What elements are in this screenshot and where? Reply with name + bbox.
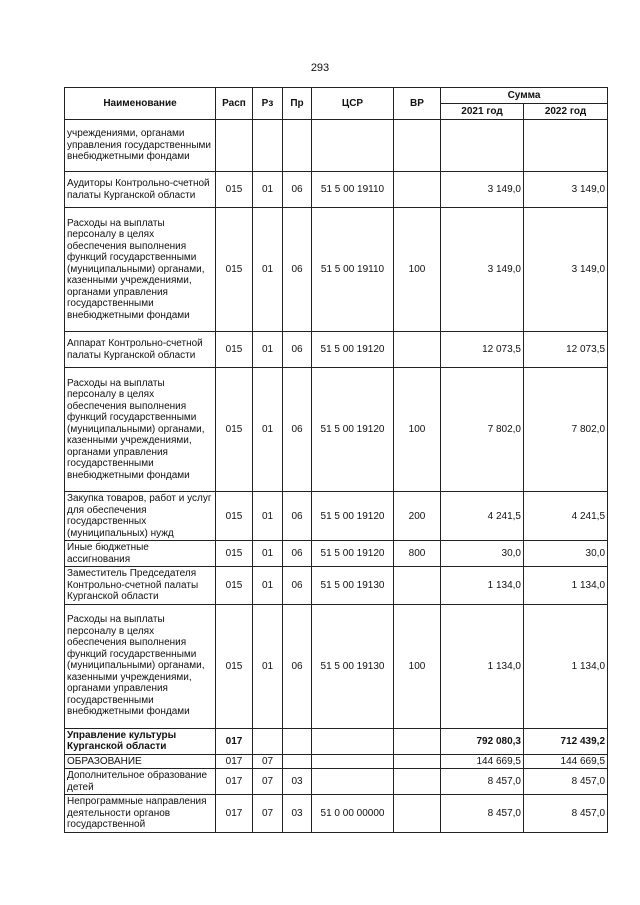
table-row bbox=[65, 120, 608, 172]
cell-csr: 51 5 00 19120 bbox=[312, 541, 394, 567]
cell-rasp: 015 bbox=[216, 492, 253, 541]
header-2021: 2021 год bbox=[441, 104, 524, 120]
cell-name: Расходы на выплаты персоналу в целях обеспечения выполнения функций государственными (муниципальными) органами, казенными учреждениями, органами управления государственными внебюджетными фондами bbox=[65, 604, 216, 728]
cell-rz: 01 bbox=[253, 332, 283, 368]
cell-name: Заместитель Председателя Контрольно-счетной палаты Курганской области bbox=[65, 567, 216, 605]
cell-rasp: 015 bbox=[216, 541, 253, 567]
cell-name: Иные бюджетные ассигнования bbox=[65, 541, 216, 567]
cell-vr bbox=[394, 795, 441, 833]
cell-csr: 51 5 00 19130 bbox=[312, 567, 394, 605]
cell-pr: 06 bbox=[283, 604, 312, 728]
table-row bbox=[65, 541, 608, 567]
table-row bbox=[65, 728, 608, 754]
cell-pr: 03 bbox=[283, 769, 312, 795]
cell-2022: 144 669,5 bbox=[524, 754, 608, 769]
cell-pr: 06 bbox=[283, 172, 312, 208]
header-rasp: Расп bbox=[216, 88, 253, 120]
cell-pr: 06 bbox=[283, 541, 312, 567]
cell-rasp: 017 bbox=[216, 795, 253, 833]
cell-csr: 51 5 00 19110 bbox=[312, 208, 394, 332]
cell-2021: 3 149,0 bbox=[441, 172, 524, 208]
cell-csr bbox=[312, 120, 394, 172]
cell-rasp: 017 bbox=[216, 728, 253, 754]
cell-rz: 01 bbox=[253, 604, 283, 728]
cell-2021: 1 134,0 bbox=[441, 604, 524, 728]
cell-name: Аудиторы Контрольно-счетной палаты Курганской области bbox=[65, 172, 216, 208]
cell-rasp: 015 bbox=[216, 332, 253, 368]
table-row bbox=[65, 172, 608, 208]
cell-rasp: 015 bbox=[216, 567, 253, 605]
cell-2021: 7 802,0 bbox=[441, 368, 524, 492]
cell-2022: 3 149,0 bbox=[524, 208, 608, 332]
cell-2022: 30,0 bbox=[524, 541, 608, 567]
cell-vr: 200 bbox=[394, 492, 441, 541]
cell-name: Расходы на выплаты персоналу в целях обеспечения выполнения функций государственными (муниципальными) органами, казенными учреждениями, органами управления государственными внебюджетными фондами bbox=[65, 208, 216, 332]
cell-vr bbox=[394, 332, 441, 368]
header-name: Наименование bbox=[65, 88, 216, 120]
cell-name: учреждениями, органами управления государственными внебюджетными фондами bbox=[65, 120, 216, 172]
table-row bbox=[65, 567, 608, 605]
cell-csr: 51 5 00 19110 bbox=[312, 172, 394, 208]
table-row bbox=[65, 604, 608, 728]
table-row bbox=[65, 208, 608, 332]
cell-2021: 8 457,0 bbox=[441, 769, 524, 795]
table-row bbox=[65, 368, 608, 492]
cell-2022: 7 802,0 bbox=[524, 368, 608, 492]
cell-rz: 01 bbox=[253, 172, 283, 208]
cell-pr bbox=[283, 754, 312, 769]
cell-2021: 4 241,5 bbox=[441, 492, 524, 541]
header-summa: Сумма bbox=[441, 88, 608, 104]
cell-name: Непрограммные направления деятельности органов государственной bbox=[65, 795, 216, 833]
table-row bbox=[65, 754, 608, 769]
cell-2022: 8 457,0 bbox=[524, 769, 608, 795]
cell-vr bbox=[394, 769, 441, 795]
cell-2022: 1 134,0 bbox=[524, 604, 608, 728]
page-number: 293 bbox=[310, 62, 330, 74]
cell-2021: 144 669,5 bbox=[441, 754, 524, 769]
cell-name: Управление культуры Курганской области bbox=[65, 728, 216, 754]
cell-2022: 12 073,5 bbox=[524, 332, 608, 368]
cell-csr: 51 5 00 19120 bbox=[312, 332, 394, 368]
cell-2022: 4 241,5 bbox=[524, 492, 608, 541]
table-row bbox=[65, 769, 608, 795]
cell-csr: 51 5 00 19120 bbox=[312, 492, 394, 541]
cell-name: ОБРАЗОВАНИЕ bbox=[65, 754, 216, 769]
cell-pr: 03 bbox=[283, 795, 312, 833]
cell-vr bbox=[394, 567, 441, 605]
cell-vr bbox=[394, 754, 441, 769]
cell-rz bbox=[253, 728, 283, 754]
cell-vr bbox=[394, 172, 441, 208]
cell-pr: 06 bbox=[283, 332, 312, 368]
cell-name: Расходы на выплаты персоналу в целях обеспечения выполнения функций государственными (муниципальными) органами, казенными учреждениями, органами управления государственными внебюджетными фондами bbox=[65, 368, 216, 492]
cell-2022: 1 134,0 bbox=[524, 567, 608, 605]
cell-rasp: 015 bbox=[216, 368, 253, 492]
cell-vr: 800 bbox=[394, 541, 441, 567]
cell-2022: 8 457,0 bbox=[524, 795, 608, 833]
cell-rasp: 017 bbox=[216, 769, 253, 795]
cell-pr: 06 bbox=[283, 492, 312, 541]
cell-rz: 01 bbox=[253, 368, 283, 492]
table-row bbox=[65, 795, 608, 833]
cell-pr: 06 bbox=[283, 567, 312, 605]
cell-csr bbox=[312, 769, 394, 795]
cell-rasp: 017 bbox=[216, 754, 253, 769]
cell-rz bbox=[253, 120, 283, 172]
cell-csr bbox=[312, 728, 394, 754]
cell-name: Аппарат Контрольно-счетной палаты Курганской области bbox=[65, 332, 216, 368]
cell-rasp: 015 bbox=[216, 208, 253, 332]
cell-2021: 792 080,3 bbox=[441, 728, 524, 754]
cell-name: Закупка товаров, работ и услуг для обеспечения государственных (муниципальных) нужд bbox=[65, 492, 216, 541]
table-row bbox=[65, 332, 608, 368]
cell-2022: 712 439,2 bbox=[524, 728, 608, 754]
cell-pr: 06 bbox=[283, 368, 312, 492]
cell-rz: 01 bbox=[253, 208, 283, 332]
cell-2021: 1 134,0 bbox=[441, 567, 524, 605]
cell-csr: 51 5 00 19120 bbox=[312, 368, 394, 492]
cell-vr: 100 bbox=[394, 208, 441, 332]
cell-pr: 06 bbox=[283, 208, 312, 332]
cell-vr: 100 bbox=[394, 368, 441, 492]
cell-rz: 01 bbox=[253, 541, 283, 567]
cell-rasp: 015 bbox=[216, 172, 253, 208]
cell-rz: 01 bbox=[253, 567, 283, 605]
cell-rasp bbox=[216, 120, 253, 172]
cell-csr bbox=[312, 754, 394, 769]
header-csr: ЦСР bbox=[312, 88, 394, 120]
header-pr: Пр bbox=[283, 88, 312, 120]
cell-vr: 100 bbox=[394, 604, 441, 728]
cell-pr bbox=[283, 728, 312, 754]
cell-vr bbox=[394, 728, 441, 754]
cell-pr bbox=[283, 120, 312, 172]
cell-rz: 07 bbox=[253, 754, 283, 769]
header-rz: Рз bbox=[253, 88, 283, 120]
cell-2022: 3 149,0 bbox=[524, 172, 608, 208]
cell-2022 bbox=[524, 120, 608, 172]
cell-2021: 3 149,0 bbox=[441, 208, 524, 332]
cell-2021: 12 073,5 bbox=[441, 332, 524, 368]
cell-csr: 51 0 00 00000 bbox=[312, 795, 394, 833]
budget-table bbox=[64, 87, 608, 833]
cell-2021: 8 457,0 bbox=[441, 795, 524, 833]
header-vr: ВР bbox=[394, 88, 441, 120]
cell-2021: 30,0 bbox=[441, 541, 524, 567]
cell-rz: 07 bbox=[253, 795, 283, 833]
cell-csr: 51 5 00 19130 bbox=[312, 604, 394, 728]
cell-2021 bbox=[441, 120, 524, 172]
cell-vr bbox=[394, 120, 441, 172]
header-2022: 2022 год bbox=[524, 104, 608, 120]
cell-name: Дополнительное образование детей bbox=[65, 769, 216, 795]
cell-rasp: 015 bbox=[216, 604, 253, 728]
cell-rz: 01 bbox=[253, 492, 283, 541]
table-row bbox=[65, 492, 608, 541]
cell-rz: 07 bbox=[253, 769, 283, 795]
